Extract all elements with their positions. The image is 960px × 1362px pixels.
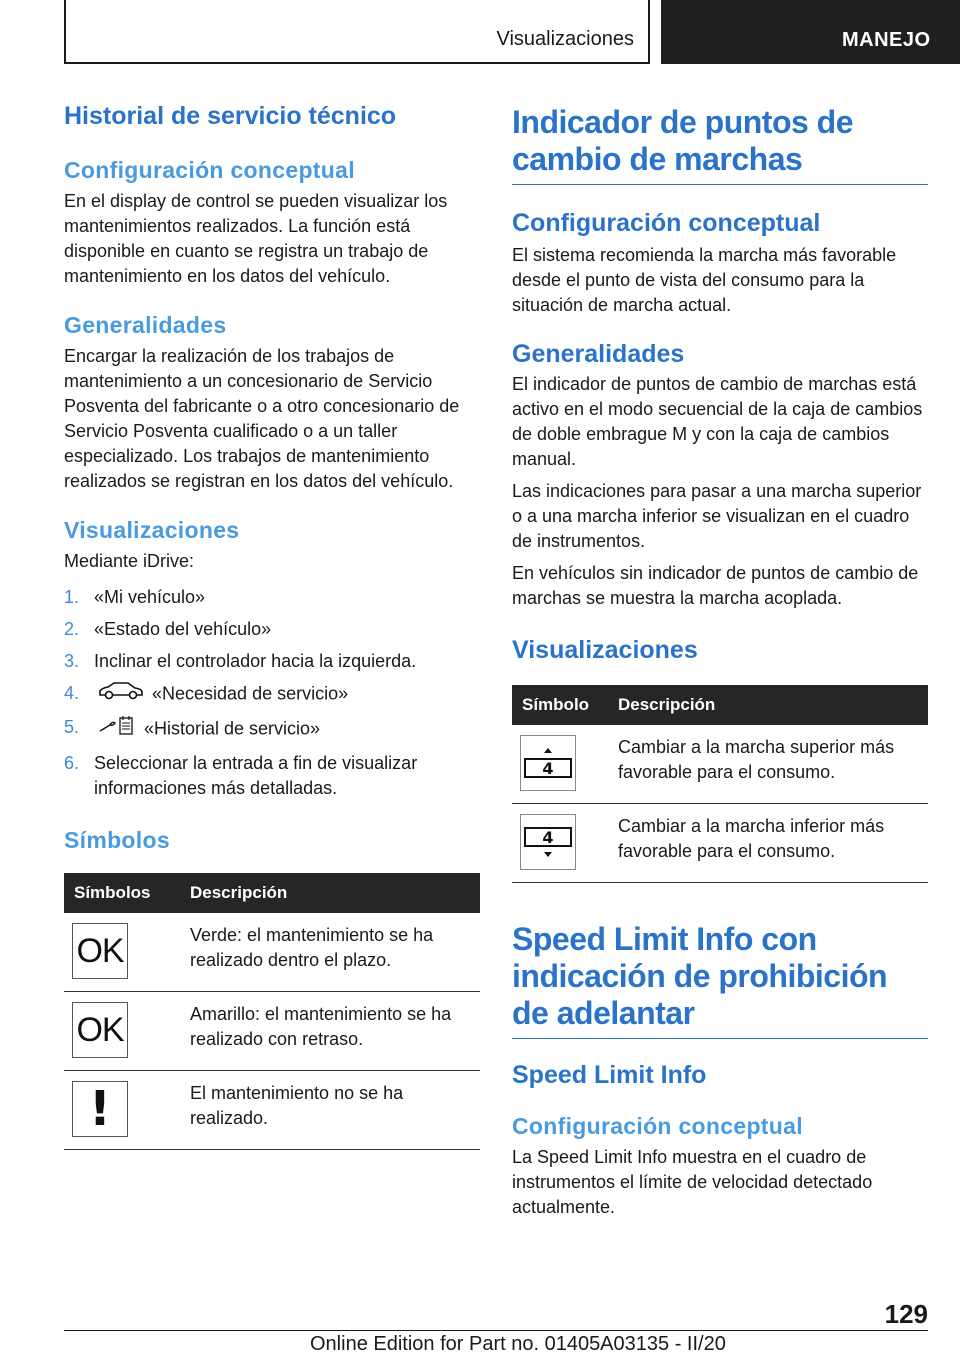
service-history-heading: Historial de servicio técnico xyxy=(64,102,397,130)
shift-symbols-table xyxy=(512,685,928,883)
general-text: Las indicaciones para pasar a una marcha superior o a una marcha inferior se visualizan en el cuadro de instrumentos. xyxy=(512,481,922,551)
table-row xyxy=(512,804,928,883)
general-heading: Generalidades xyxy=(64,312,227,338)
table-header-row xyxy=(512,685,928,725)
concept-heading: Configuración conceptual xyxy=(512,1113,803,1139)
general-text: Encargar la realización de los trabajos de mantenimiento a un concesionario de Servicio Posventa del fabricante o a otro concesionario de Servicio Posventa cualificado o a un taller especializado. Los trabajos de mantenimiento realizados se registran en los datos del vehículo. xyxy=(64,346,460,491)
svg-text:4: 4 xyxy=(542,828,554,847)
chapter-label: MANEJO xyxy=(842,29,931,51)
steps-list xyxy=(64,585,480,801)
table-cell: Amarillo: el mantenimiento se ha realizado con retraso. xyxy=(180,992,480,1071)
table-cell: Cambiar a la marcha inferior más favorable para el consumo. xyxy=(608,804,928,883)
list-item: 1. «Mi vehículo» xyxy=(64,587,206,607)
svg-text:4: 4 xyxy=(542,759,554,778)
ok-green-icon: OK xyxy=(72,923,128,979)
table-header-row xyxy=(64,873,480,913)
general-heading: Generalidades xyxy=(512,340,685,368)
list-item: 5. «Historial de servicio» xyxy=(64,715,480,744)
display-heading: Visualizaciones xyxy=(64,517,240,543)
table-cell: Verde: el mantenimiento se ha realizado dentro el plazo. xyxy=(180,913,480,992)
column-header: Descripción xyxy=(180,873,480,913)
symbols-table xyxy=(64,873,480,1150)
edition-text: Online Edition for Part no. 01405A03135 - II/20 xyxy=(310,1333,726,1355)
table-row xyxy=(64,1071,480,1150)
page-number: 129 xyxy=(884,1299,928,1329)
display-heading: Visualizaciones xyxy=(512,636,698,664)
symbols-heading: Símbolos xyxy=(64,827,170,853)
display-intro: Mediante iDrive: xyxy=(64,551,195,571)
downshift-icon xyxy=(520,814,576,870)
car-icon xyxy=(98,681,144,708)
upshift-icon xyxy=(520,735,576,791)
table-cell: El mantenimiento no se ha realizado. xyxy=(180,1071,480,1150)
list-item: 3. Inclinar el controlador hacia la izquierda. xyxy=(64,651,417,671)
general-text: En vehículos sin indicador de puntos de cambio de marchas se muestra la marcha acoplada. xyxy=(512,563,919,608)
speed-limit-info-heading: Speed Limit Info xyxy=(512,1061,707,1089)
footer-rule xyxy=(64,1330,928,1331)
speed-limit-heading: Speed Limit Info con indicación de prohibición de adelantar xyxy=(512,921,888,1031)
table-row xyxy=(64,913,480,992)
ok-yellow-icon: OK xyxy=(72,1002,128,1058)
exclamation-icon: ! xyxy=(72,1081,128,1137)
chapter-tab xyxy=(661,0,960,64)
column-header: Descripción xyxy=(608,685,928,725)
general-text: El indicador de puntos de cambio de marchas está activo en el modo secuencial de la caja de cambios de doble embrague M y con la caja de cambios manual. xyxy=(512,374,923,469)
list-item: 6. Seleccionar la entrada a fin de visualizar informaciones más detalladas. xyxy=(64,753,418,798)
table-row xyxy=(512,725,928,804)
section-title: Visualizaciones xyxy=(496,28,634,50)
table-row xyxy=(64,992,480,1071)
right-column xyxy=(512,104,928,1220)
left-column xyxy=(64,100,480,1150)
service-history-icon xyxy=(98,715,136,744)
list-item: 2. «Estado del vehículo» xyxy=(64,619,272,639)
concept-text: La Speed Limit Info muestra en el cuadro de instrumentos el límite de velocidad detectado actualmente. xyxy=(512,1147,873,1217)
concept-heading: Configuración conceptual xyxy=(64,157,355,183)
column-header: Símbolo xyxy=(512,685,608,725)
column-header: Símbolos xyxy=(64,873,180,913)
concept-heading: Configuración conceptual xyxy=(512,209,821,237)
concept-text: En el display de control se pueden visualizar los mantenimientos realizados. La función está disponible en cuanto se registra un trabajo de mantenimiento en los datos del vehículo. xyxy=(64,191,448,286)
table-cell: Cambiar a la marcha superior más favorable para el consumo. xyxy=(608,725,928,804)
shift-indicator-heading: Indicador de puntos de cambio de marchas xyxy=(512,104,854,177)
header-section-box xyxy=(64,0,650,64)
list-item: 4. «Necesidad de servicio» xyxy=(64,681,480,708)
concept-text: El sistema recomienda la marcha más favorable desde el punto de vista del consumo para la situación de marcha actual. xyxy=(512,245,897,315)
